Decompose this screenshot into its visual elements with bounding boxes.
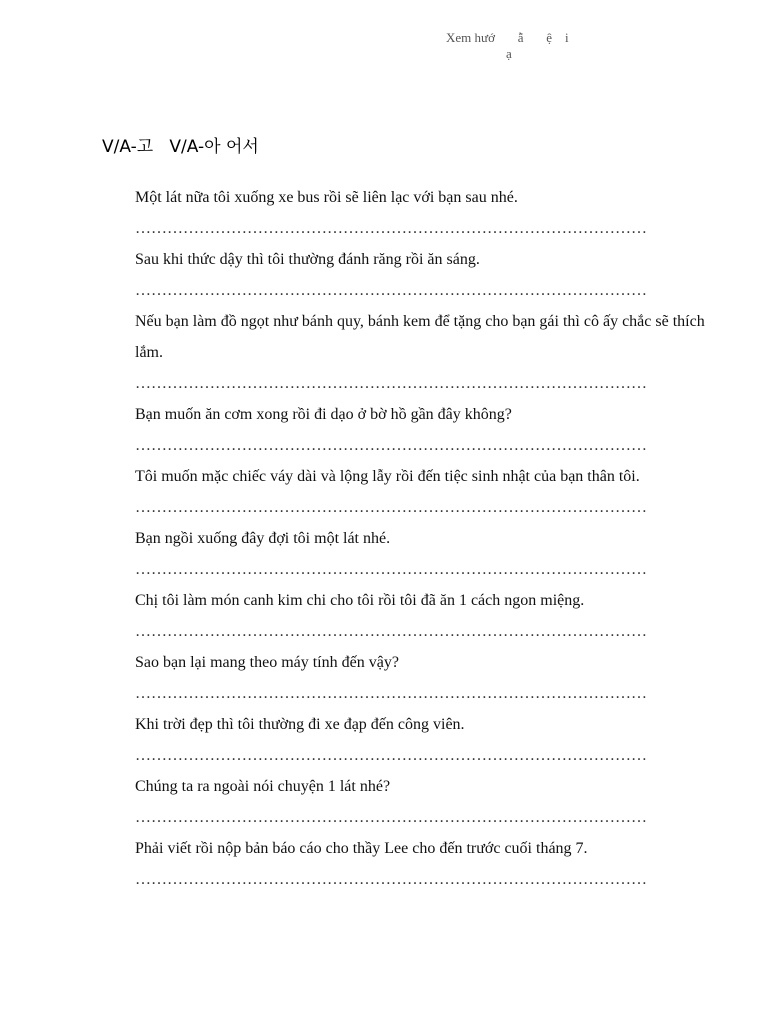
answer-line: …………………………………………………………………………………… bbox=[135, 499, 647, 516]
exercise-sentence: Phải viết rồi nộp bản báo cáo cho thầy Lee cho đến trước cuối tháng 7. bbox=[135, 840, 588, 857]
answer-line: …………………………………………………………………………………… bbox=[135, 437, 647, 454]
answer-line: …………………………………………………………………………………… bbox=[135, 375, 647, 392]
answer-line: …………………………………………………………………………………… bbox=[135, 809, 647, 826]
header-note-line2: ạ bbox=[506, 46, 512, 61]
exercise-sentence: Bạn ngồi xuống đây đợi tôi một lát nhé. bbox=[135, 530, 391, 547]
exercise-item bbox=[135, 771, 710, 833]
exercise-sentence: Bạn muốn ăn cơm xong rồi đi dạo ở bờ hồ gần đây không? bbox=[135, 406, 512, 423]
answer-line: …………………………………………………………………………………… bbox=[135, 871, 647, 888]
exercise-item bbox=[135, 833, 710, 895]
exercise-title: V/A-고 V/A-아 어서 bbox=[102, 137, 259, 157]
exercise-sentence: Chị tôi làm món canh kim chi cho tôi rồi tôi đã ăn 1 cách ngon miệng. bbox=[135, 592, 585, 609]
exercise-item bbox=[135, 182, 710, 244]
answer-line: …………………………………………………………………………………… bbox=[135, 623, 647, 640]
exercise-item bbox=[135, 709, 710, 771]
answer-line: …………………………………………………………………………………… bbox=[135, 561, 647, 578]
header-note-line1: Xem hướ ẫ ệ i bbox=[446, 30, 569, 45]
exercise-item bbox=[135, 399, 710, 461]
answer-line: …………………………………………………………………………………… bbox=[135, 220, 647, 237]
exercise-item bbox=[135, 461, 710, 523]
exercise-sentence: Nếu bạn làm đồ ngọt như bánh quy, bánh kem để tặng cho bạn gái thì cô ấy chắc sẽ thích lắm. bbox=[135, 313, 705, 361]
exercise-sentence: Sao bạn lại mang theo máy tính đến vậy? bbox=[135, 654, 399, 671]
answer-line: …………………………………………………………………………………… bbox=[135, 747, 647, 764]
exercise-item bbox=[135, 585, 710, 647]
exercise-item bbox=[135, 647, 710, 709]
exercise-sentence: Một lát nữa tôi xuống xe bus rồi sẽ liên lạc với bạn sau nhé. bbox=[135, 189, 518, 206]
answer-line: …………………………………………………………………………………… bbox=[135, 282, 647, 299]
exercise-list bbox=[135, 182, 710, 895]
exercise-sentence: Tôi muốn mặc chiếc váy dài và lộng lẫy rồi đến tiệc sinh nhật của bạn thân tôi. bbox=[135, 468, 640, 485]
exercise-item bbox=[135, 306, 710, 399]
exercise-sentence: Sau khi thức dậy thì tôi thường đánh răng rồi ăn sáng. bbox=[135, 251, 480, 268]
exercise-item bbox=[135, 523, 710, 585]
answer-line: …………………………………………………………………………………… bbox=[135, 685, 647, 702]
header-note bbox=[446, 30, 569, 62]
exercise-sentence: Khi trời đẹp thì tôi thường đi xe đạp đến công viên. bbox=[135, 716, 465, 733]
exercise-sentence: Chúng ta ra ngoài nói chuyện 1 lát nhé? bbox=[135, 778, 391, 795]
exercise-item bbox=[135, 244, 710, 306]
